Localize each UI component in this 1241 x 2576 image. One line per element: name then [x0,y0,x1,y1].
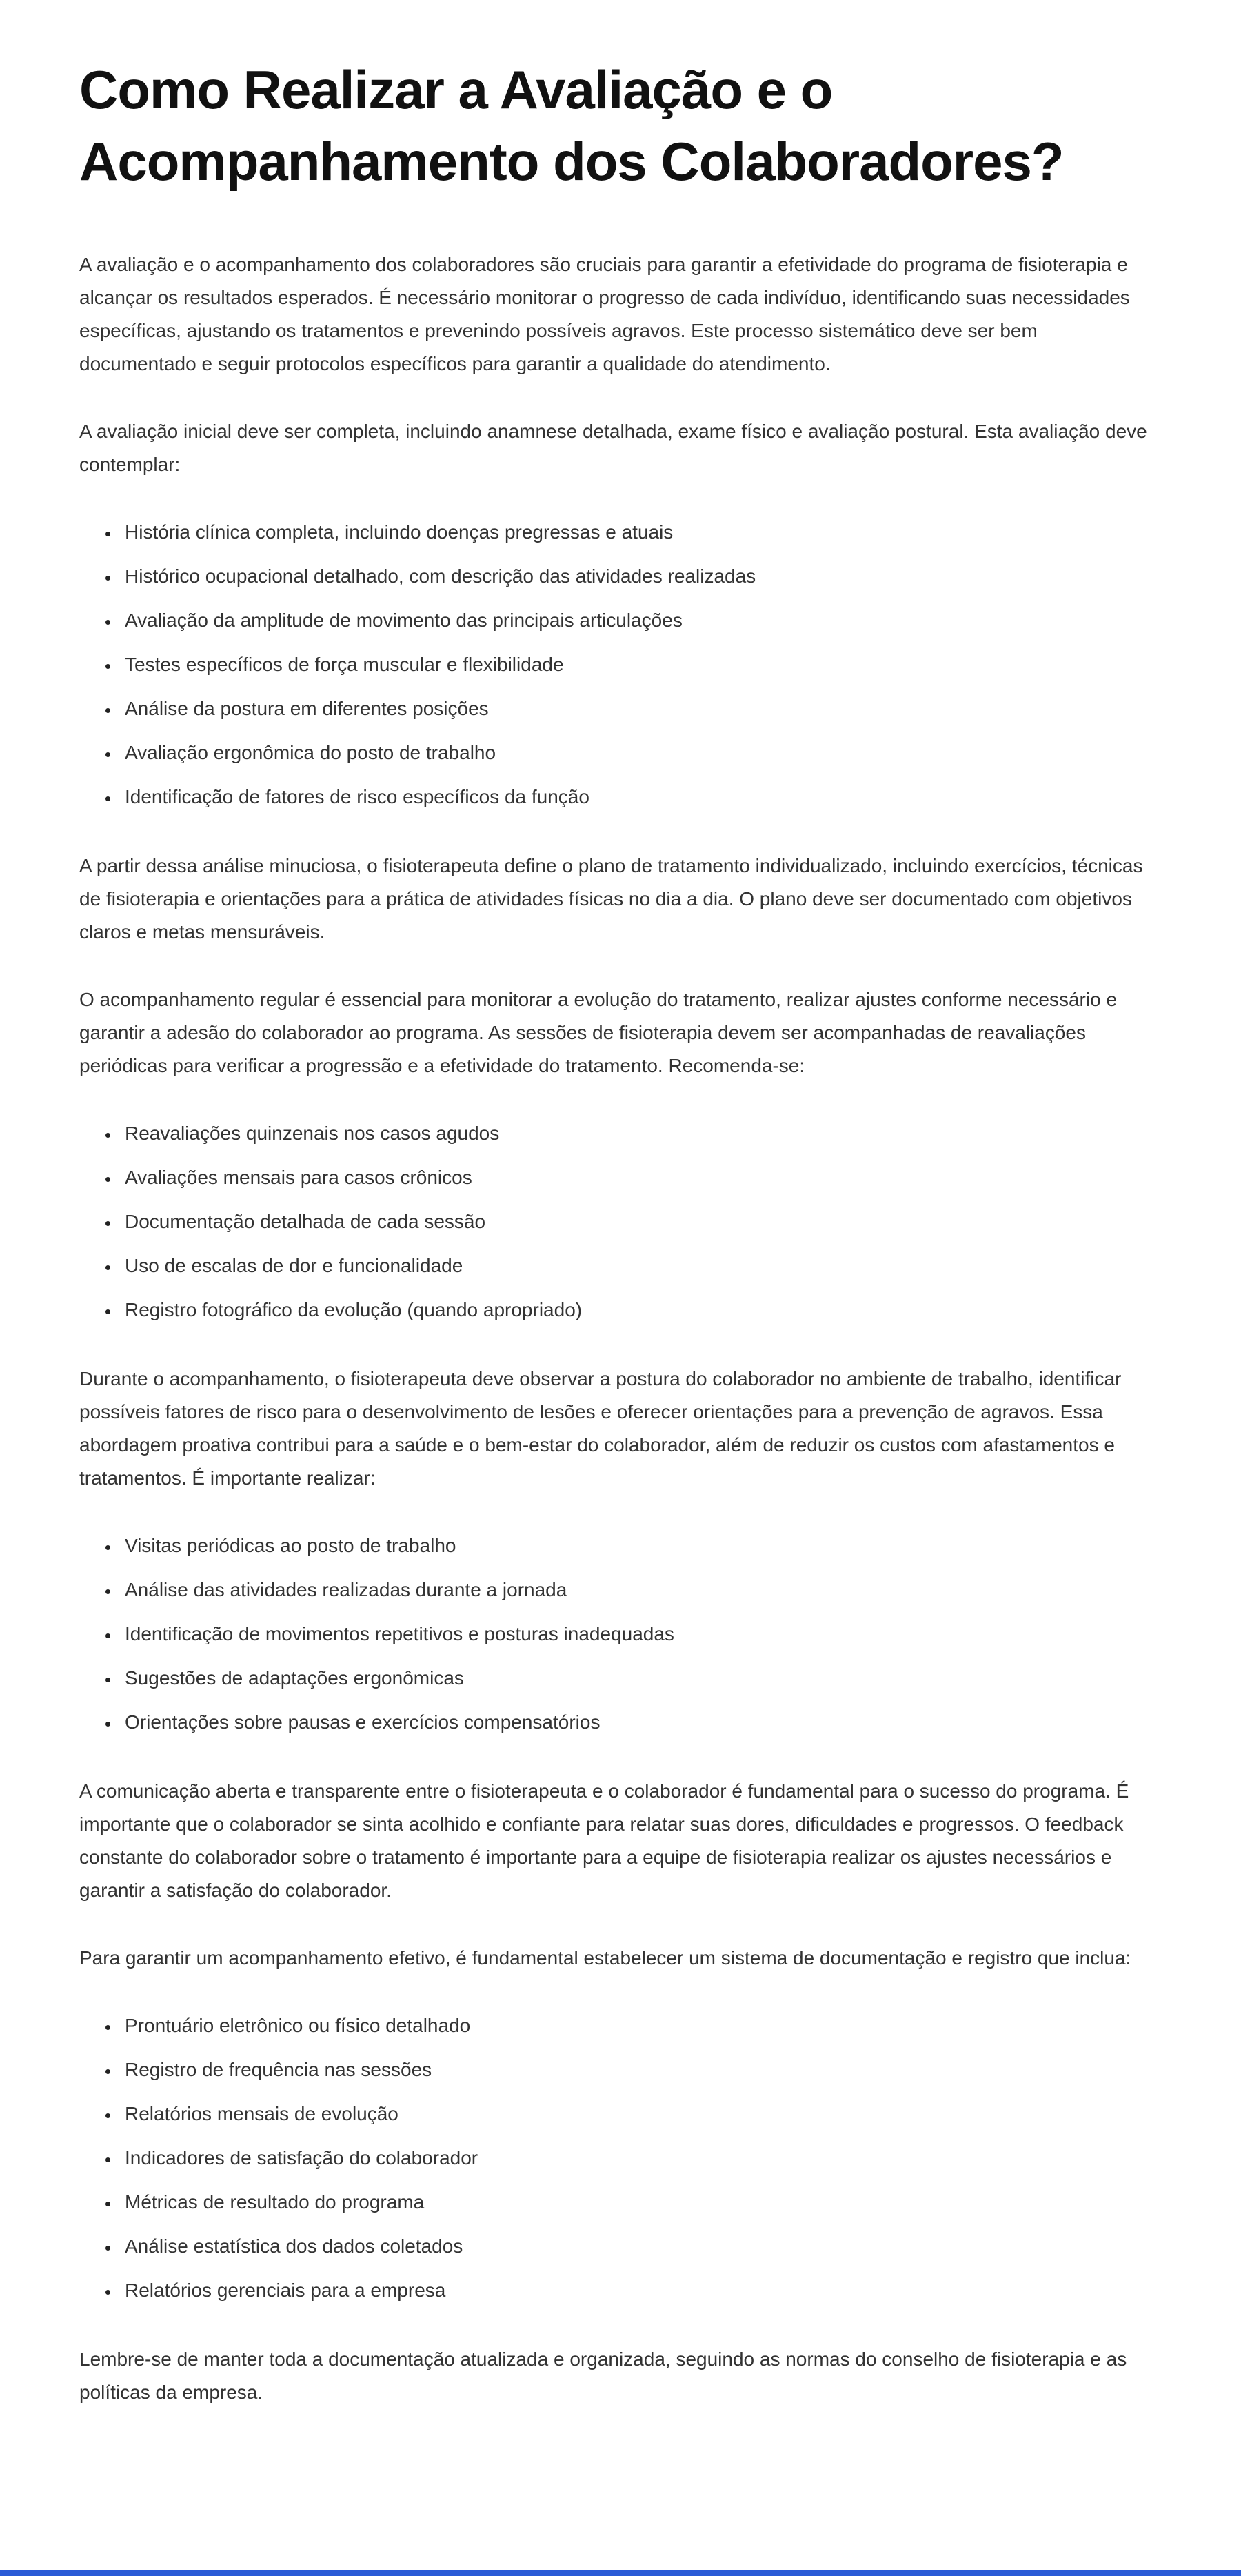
list-item: • Avaliação ergonômica do posto de trabalho [119,736,1160,769]
list-item: • Indicadores de satisfação do colaborador [119,2142,1160,2175]
list-item: • Visitas periódicas ao posto de trabalho [119,1529,1160,1562]
list-item: • Orientações sobre pausas e exercícios compensatórios [119,1706,1160,1739]
bullet-list-workplace-actions [79,1529,1160,1739]
list-item: • Métricas de resultado do programa [119,2186,1160,2219]
page-title: Como Realizar a Avaliação e o Acompanhamento dos Colaboradores? [79,59,1064,192]
bottom-accent-bar [0,2570,1241,2576]
list-item: • Avaliação da amplitude de movimento das principais articulações [119,604,1160,637]
list-item: • Uso de escalas de dor e funcionalidade [119,1249,1160,1282]
paragraph-initial-evaluation: A avaliação inicial deve ser completa, incluindo anamnese detalhada, exame físico e avaliação postural. Esta avaliação deve contemplar: [79,421,1147,475]
paragraph-documentation-system: Para garantir um acompanhamento efetivo, é fundamental estabelecer um sistema de documentação e registro que inclua: [79,1947,1131,1969]
bullet-list-evaluation-items [79,516,1160,814]
list-item: • Documentação detalhada de cada sessão [119,1205,1160,1238]
list-item: • Reavaliações quinzenais nos casos agudos [119,1117,1160,1150]
paragraph-workplace-observation: Durante o acompanhamento, o fisioterapeuta deve observar a postura do colaborador no ambiente de trabalho, identificar possíveis fatores de risco para o desenvolvimento de lesões e oferecer orientações para a prevenção de agravos. Essa abordagem proativa contribui para a saúde e o bem-estar do colaborador, além de reduzir os custos com afastamentos e tratamentos. É importante realizar: [79,1368,1122,1489]
list-item: • Prontuário eletrônico ou físico detalhado [119,2009,1160,2042]
bullet-list-followup-recommendations [79,1117,1160,1327]
paragraph-closing-reminder: Lembre-se de manter toda a documentação atualizada e organizada, seguindo as normas do conselho de fisioterapia e as políticas da empresa. [79,2348,1127,2403]
paragraph-treatment-plan: A partir dessa análise minuciosa, o fisioterapeuta define o plano de tratamento individualizado, incluindo exercícios, técnicas de fisioterapia e orientações para a prática de atividades físicas no dia a dia. O plano deve ser documentado com objetivos claros e metas mensuráveis. [79,855,1143,943]
list-item: • Identificação de movimentos repetitivos e posturas inadequadas [119,1618,1160,1651]
list-item: • Análise estatística dos dados coletados [119,2230,1160,2263]
list-item: • Relatórios gerenciais para a empresa [119,2274,1160,2307]
list-item: • Avaliações mensais para casos crônicos [119,1161,1160,1194]
paragraph-regular-followup: O acompanhamento regular é essencial para monitorar a evolução do tratamento, realizar ajustes conforme necessário e garantir a adesão do colaborador ao programa. As sessões de fisioterapia devem ser acompanhadas de reavaliações periódicas para verificar a progressão e a efetividade do tratamento. Recomenda-se: [79,989,1118,1076]
paragraph-intro: A avaliação e o acompanhamento dos colaboradores são cruciais para garantir a efetividade do programa de fisioterapia e alcançar os resultados esperados. É necessário monitorar o progresso de cada indivíduo, identificando suas necessidades específicas, ajustando os tratamentos e prevenindo possíveis agravos. Este processo sistemático deve ser bem documentado e seguir protocolos específicos para garantir a qualidade do atendimento. [79,254,1130,374]
paragraph-communication: A comunicação aberta e transparente entre o fisioterapeuta e o colaborador é fundamental para o sucesso do programa. É importante que o colaborador se sinta acolhido e confiante para relatar suas dores, dificuldades e progressos. O feedback constante do colaborador sobre o tratamento é importante para a equipe de fisioterapia realizar os ajustes necessários e garantir a satisfação do colaborador. [79,1780,1129,1901]
list-item: • Registro de frequência nas sessões [119,2053,1160,2086]
list-item: • Testes específicos de força muscular e flexibilidade [119,648,1160,681]
list-item: • História clínica completa, incluindo doenças pregressas e atuais [119,516,1160,549]
list-item: • Identificação de fatores de risco específicos da função [119,781,1160,814]
list-item: • Registro fotográfico da evolução (quando apropriado) [119,1294,1160,1327]
list-item: • Sugestões de adaptações ergonômicas [119,1662,1160,1695]
list-item: • Análise das atividades realizadas durante a jornada [119,1573,1160,1607]
list-item: • Histórico ocupacional detalhado, com descrição das atividades realizadas [119,560,1160,593]
list-item: • Análise da postura em diferentes posições [119,692,1160,725]
bullet-list-documentation-items [79,2009,1160,2307]
list-item: • Relatórios mensais de evolução [119,2097,1160,2131]
